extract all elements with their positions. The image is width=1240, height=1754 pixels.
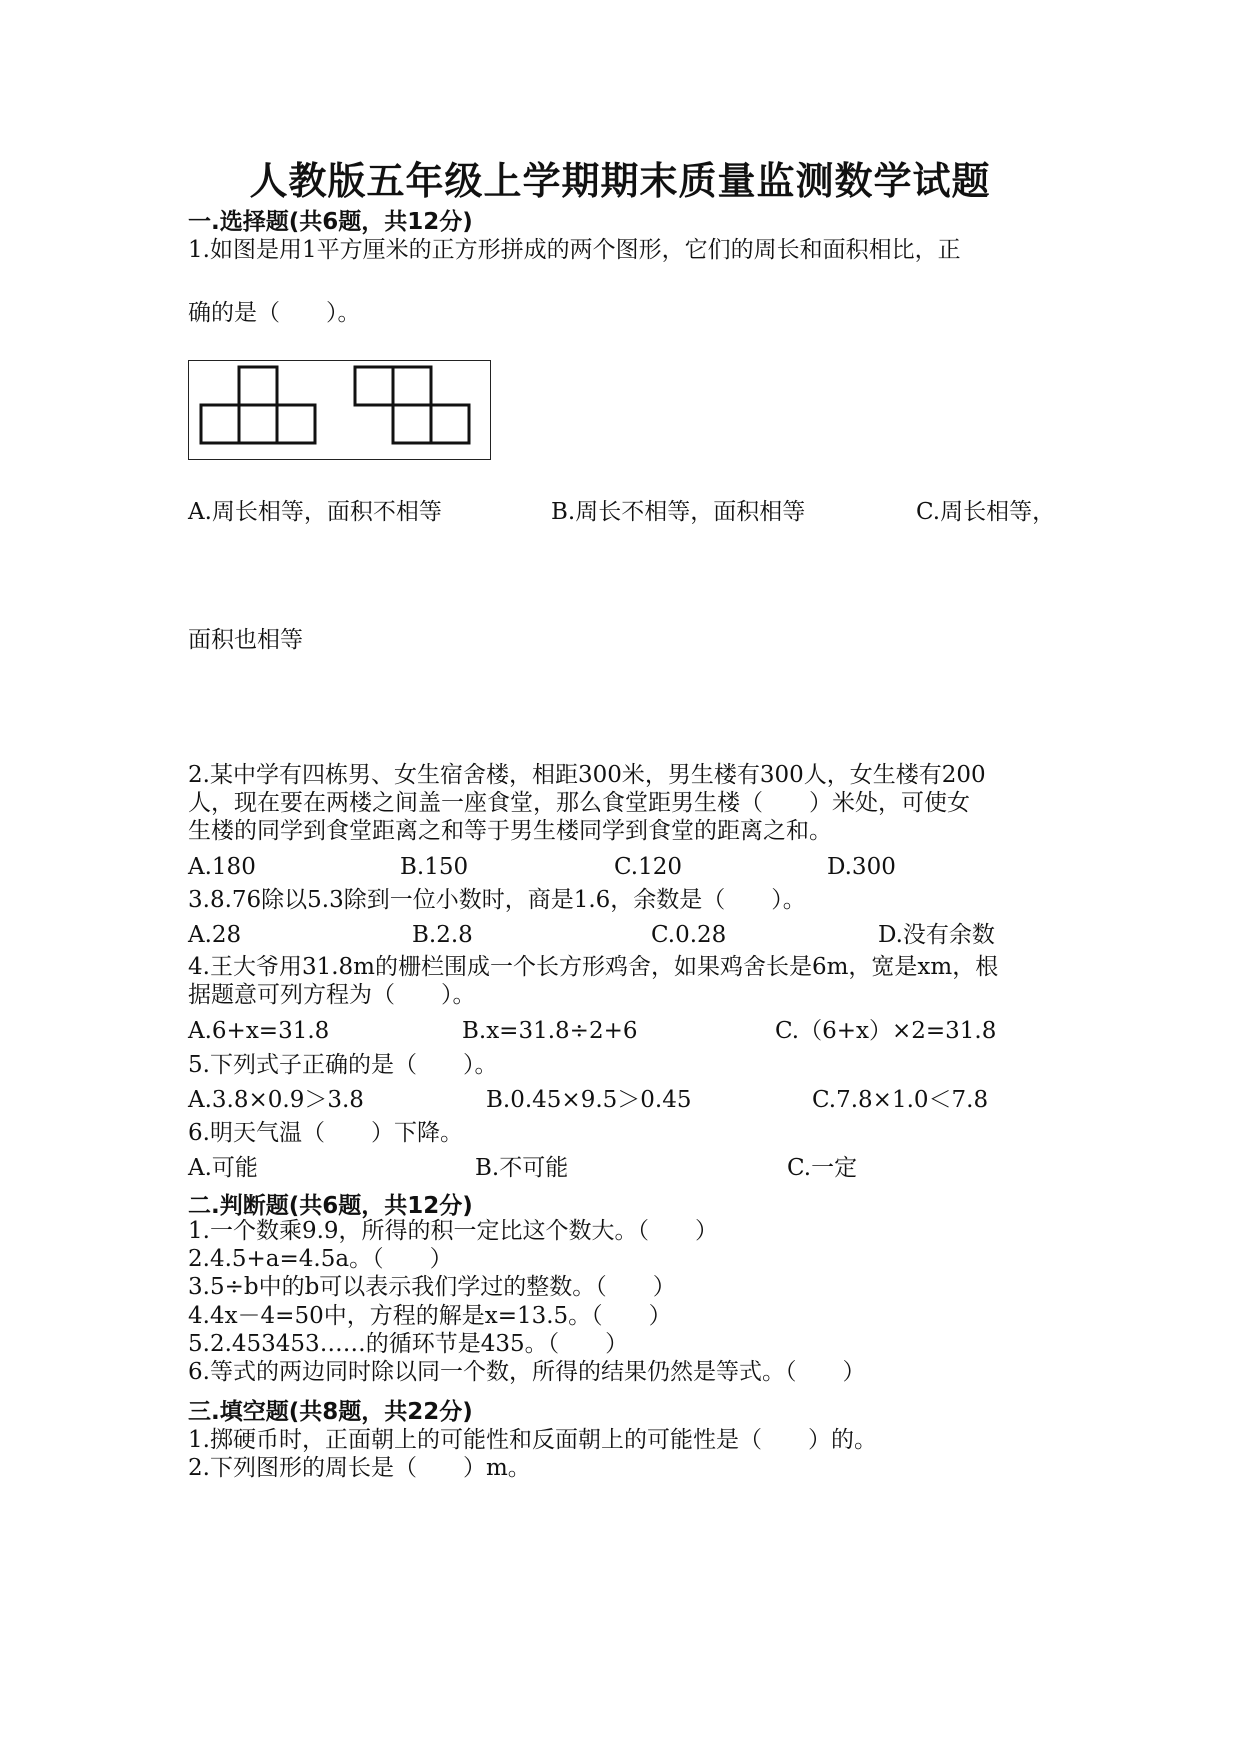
judge-item: 4.4x－4=50中，方程的解是x=13.5。（ ）: [188, 1303, 672, 1329]
square-shapes-figure: [189, 361, 492, 461]
q1-figure: [188, 360, 491, 460]
q1-option-c-line1: C.周长相等，: [916, 499, 1056, 525]
q3-option-d: D.没有余数: [878, 922, 995, 948]
q6-text-line1: 6.明天气温（ ）下降。: [188, 1120, 463, 1146]
q6-option-b: B.不可能: [475, 1155, 569, 1181]
q5-option-a: A.3.8×0.9＞3.8: [188, 1087, 364, 1113]
q1-text-line1: 1.如图是用1平方厘米的正方形拼成的两个图形，它们的周长和面积相比，正: [188, 237, 961, 263]
q2-option-a: A.180: [188, 854, 256, 880]
q4-option-c: C.（6+x）×2=31.8: [775, 1018, 997, 1044]
q3-text-line1: 3.8.76除以5.3除到一位小数时，商是1.6，余数是（ ）。: [188, 887, 806, 913]
q4-option-b: B.x=31.8÷2+6: [462, 1018, 638, 1044]
right-shape-square-3: [393, 405, 431, 443]
section-heading-judgement: 二.判断题(共6题，共12分): [188, 1193, 473, 1219]
q2-option-c: C.120: [614, 854, 682, 880]
fill-item: 2.下列图形的周长是（ ）m。: [188, 1455, 531, 1481]
q2-text-line3: 生楼的同学到食堂距离之和等于男生楼同学到食堂的距离之和。: [188, 818, 832, 844]
q5-option-b: B.0.45×9.5＞0.45: [486, 1087, 692, 1113]
judge-item: 5.2.453453……的循环节是435。（ ）: [188, 1331, 629, 1357]
q2-text-line2: 人，现在要在两楼之间盖一座食堂，那么食堂距男生楼（ ）米处，可使女: [188, 790, 970, 816]
q2-text-line1: 2.某中学有四栋男、女生宿舍楼，相距300米，男生楼有300人，女生楼有200: [188, 762, 986, 788]
q1-option-a: A.周长相等，面积不相等: [188, 499, 442, 525]
q6-option-c: C.一定: [787, 1155, 858, 1181]
q2-option-d: D.300: [827, 854, 896, 880]
q1-text-line2: 确的是（ ）。: [188, 300, 361, 326]
q3-option-a: A.28: [188, 922, 242, 948]
right-shape-square-4: [431, 405, 469, 443]
q4-text-line1: 4.王大爷用31.8m的栅栏围成一个长方形鸡舍，如果鸡舍长是6m，宽是xm，根: [188, 954, 999, 980]
q5-text-line1: 5.下列式子正确的是（ ）。: [188, 1052, 498, 1078]
q3-option-b: B.2.8: [412, 922, 473, 948]
left-shape-square-1: [201, 405, 239, 443]
page-title: 人教版五年级上学期期末质量监测数学试题: [249, 158, 991, 203]
fill-item: 1.掷硬币时，正面朝上的可能性和反面朝上的可能性是（ ）的。: [188, 1427, 877, 1453]
left-shape-square-4: [239, 367, 277, 405]
judge-item: 3.5÷b中的b可以表示我们学过的整数。（ ）: [188, 1274, 676, 1300]
right-shape-square-1: [355, 367, 393, 405]
q1-option-c-line2: 面积也相等: [188, 627, 303, 653]
right-shape-square-2: [393, 367, 431, 405]
q6-option-a: A.可能: [188, 1155, 258, 1181]
section-heading-choice: 一.选择题(共6题，共12分): [188, 209, 473, 235]
left-shape-square-2: [239, 405, 277, 443]
judge-item: 2.4.5+a=4.5a。（ ）: [188, 1246, 453, 1272]
left-shape-square-3: [277, 405, 315, 443]
section-heading-fill-in: 三.填空题(共8题，共22分): [188, 1399, 473, 1425]
q3-option-c: C.0.28: [651, 922, 727, 948]
judge-item: 6.等式的两边同时除以同一个数，所得的结果仍然是等式。（ ）: [188, 1359, 866, 1385]
q4-text-line2: 据题意可列方程为（ ）。: [188, 982, 476, 1008]
q2-option-b: B.150: [400, 854, 469, 880]
judge-item: 1.一个数乘9.9，所得的积一定比这个数大。（ ）: [188, 1218, 719, 1244]
q1-option-b: B.周长不相等，面积相等: [551, 499, 806, 525]
q4-option-a: A.6+x=31.8: [188, 1018, 330, 1044]
q5-option-c: C.7.8×1.0＜7.8: [812, 1087, 989, 1113]
